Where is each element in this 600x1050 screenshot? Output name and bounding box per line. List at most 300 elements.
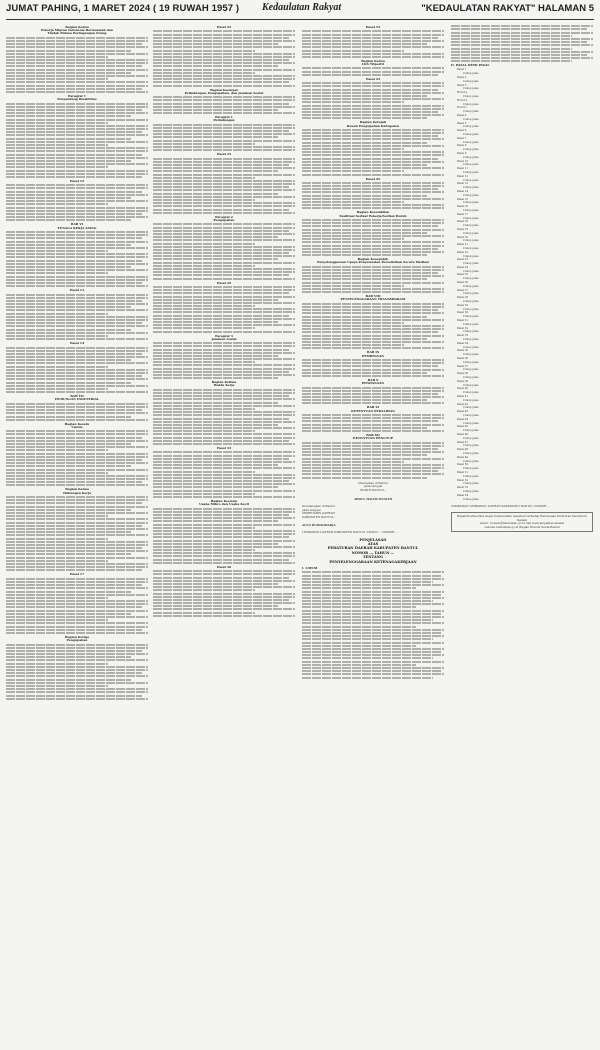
text-line (6, 600, 148, 602)
text-line (153, 255, 295, 257)
text-line (302, 43, 427, 45)
text-line (6, 525, 142, 527)
article-note: Cukup jelas. (463, 186, 480, 190)
text-line (6, 541, 148, 543)
text-line (302, 164, 427, 166)
text-line (153, 30, 295, 32)
text-line (153, 368, 295, 370)
article-label: Pasal 40 (457, 387, 469, 391)
text-line (153, 170, 278, 172)
text-line (6, 50, 131, 52)
section-heading: Pasal 45 (365, 176, 381, 181)
text-line (153, 212, 295, 214)
text-line (153, 455, 295, 457)
text-line (451, 48, 572, 50)
article-note: Cukup jelas. (463, 284, 480, 288)
article-note: Cukup jelas. (463, 133, 480, 136)
text-line (6, 362, 148, 364)
text-line (153, 490, 295, 492)
text-line (153, 471, 255, 473)
text-line (153, 402, 278, 404)
text-line (302, 161, 444, 163)
text-line (302, 188, 438, 190)
article-label: Pasal 12 (457, 174, 469, 178)
text-line (6, 550, 148, 552)
article-note: Cukup jelas. (463, 262, 480, 266)
section-heading: Bagian Kedua Pekerja Migran Indonesia Bermasalah dan Tindak Pidana Perdagangan Orang (41, 25, 113, 36)
text-line (6, 103, 148, 105)
text-line (153, 608, 295, 610)
text-line (153, 530, 295, 532)
text-line (153, 424, 278, 426)
text-line (302, 670, 441, 672)
text-line (153, 508, 295, 510)
text-line (6, 691, 148, 693)
text-line (153, 252, 289, 254)
text-line (6, 459, 142, 461)
text-line (302, 154, 444, 156)
text-line (302, 454, 427, 456)
text-line (153, 209, 289, 211)
text-line (6, 653, 148, 655)
text-line (153, 458, 289, 460)
text-line (302, 648, 444, 650)
text-line (6, 682, 148, 684)
text-line (6, 297, 148, 299)
text-line (153, 405, 295, 407)
text-line (153, 514, 289, 516)
article-note: Cukup jelas. (463, 474, 480, 478)
text-line (302, 331, 438, 333)
text-line (302, 335, 444, 337)
section-heading: Bagian Keenam Usaha Mikro dan Usaha Kecil (199, 499, 249, 507)
supplement-line: TAMBAHAN LEMBARAN DAERAH KABUPATEN BANTUL NOMOR ... (451, 503, 550, 508)
text-line (302, 575, 441, 577)
text-line (6, 187, 148, 189)
article-label: Pasal 16 (457, 205, 469, 209)
text-line (6, 85, 148, 87)
text-line (302, 129, 444, 131)
article-label: Pasal 49 (457, 455, 469, 459)
text-line (302, 442, 444, 444)
text-line (153, 511, 295, 513)
text-line (153, 461, 295, 463)
text-line (153, 193, 278, 195)
text-line (153, 243, 255, 245)
text-line (6, 659, 148, 661)
article-note: Cukup jelas. (463, 201, 480, 205)
text-line (153, 342, 295, 344)
text-line (153, 605, 278, 607)
masthead-logo: Kedaulatan Rakyat (262, 2, 342, 13)
article-label: Huruf b (457, 98, 468, 102)
text-line (153, 345, 295, 347)
text-line (302, 613, 441, 615)
text-line (302, 319, 444, 321)
text-line (302, 338, 427, 340)
text-line (6, 499, 148, 501)
issue-date: JUMAT PAHING, 1 MARET 2024 ( 19 RUWAH 1957 ) (6, 3, 240, 14)
text-line (302, 46, 444, 48)
text-line (6, 675, 148, 677)
text-line (302, 341, 444, 343)
section-heading: BAB XI KETENTUAN PERALIHAN (351, 405, 395, 413)
text-line (302, 98, 444, 100)
text-line (6, 91, 148, 93)
article-list (451, 68, 593, 500)
article-label: Huruf a (457, 91, 468, 95)
text-line (6, 106, 148, 108)
text-line (302, 207, 444, 209)
text-line (153, 546, 295, 548)
article-note: Cukup jelas. (463, 102, 480, 106)
text-line (153, 318, 295, 320)
text-line (6, 518, 148, 520)
text-line (302, 37, 438, 39)
text-line (451, 25, 593, 27)
text-line (6, 456, 148, 458)
text-line (302, 85, 444, 87)
text-line (153, 223, 295, 225)
text-line (6, 469, 148, 471)
article-note: Cukup jelas. (463, 322, 480, 326)
text-line (302, 477, 427, 479)
article-label: Pasal 27 (457, 288, 469, 292)
text-line (6, 115, 131, 117)
text-line (6, 72, 131, 74)
text-line (153, 589, 255, 591)
text-line (6, 194, 148, 196)
text-line (302, 135, 438, 137)
text-line (6, 303, 148, 305)
text-line (153, 96, 295, 98)
text-line (153, 520, 278, 522)
text-line (302, 222, 444, 224)
section-heading: Pasal 13 (69, 288, 85, 293)
text-line (153, 34, 295, 36)
text-line (6, 134, 148, 136)
text-line (6, 272, 108, 274)
text-line (302, 402, 444, 404)
text-line (6, 433, 148, 435)
article-note: Cukup jelas. (463, 467, 480, 471)
text-line (153, 615, 295, 617)
article-note: Cukup jelas. (463, 208, 480, 212)
article-label: Pasal 22 (457, 250, 469, 254)
article-note: Cukup jelas. (463, 72, 480, 76)
text-line (153, 227, 295, 229)
section-heading: Pasal 43 (365, 76, 381, 81)
text-line (6, 584, 142, 586)
text-line (153, 183, 295, 185)
text-line (153, 536, 289, 538)
text-line (6, 59, 148, 61)
text-line (153, 246, 295, 248)
article-note: Cukup jelas. (463, 95, 480, 99)
article-label: Pasal 26 (457, 281, 469, 285)
text-line (6, 147, 148, 149)
text-line (153, 205, 295, 207)
text-line (302, 417, 444, 419)
text-line (6, 266, 131, 268)
text-line (153, 583, 278, 585)
text-line (153, 72, 255, 74)
text-line (302, 132, 444, 134)
text-line (6, 403, 148, 405)
text-line (302, 673, 444, 675)
text-line (153, 517, 295, 519)
text-line (6, 53, 148, 55)
column-4 (451, 24, 593, 532)
text-line (302, 616, 444, 618)
enactment-block: Ditetapkan di Bantul pada tanggal BUPATI BANTUL, (358, 480, 388, 492)
article-label: Pasal 20 (457, 235, 469, 239)
text-line (153, 580, 295, 582)
article-note: Cukup jelas. (463, 307, 480, 311)
text-line (153, 43, 278, 45)
article-label: Pasal 48 (457, 448, 469, 452)
article-note: Cukup jelas. (463, 246, 480, 250)
text-line (302, 619, 433, 621)
article-label: Pasal 25 (457, 273, 469, 277)
text-line (153, 46, 295, 48)
section-heading: Pasal 14 (69, 341, 85, 346)
text-line (6, 412, 148, 414)
text-line (153, 164, 289, 166)
text-line (153, 133, 295, 135)
article-label: Pasal 17 (457, 212, 469, 216)
secretary-name: AGUS BUDIRAHARJA (302, 523, 336, 528)
text-line (153, 202, 295, 204)
text-line (6, 329, 131, 331)
text-line (6, 319, 148, 321)
text-line (6, 81, 148, 83)
text-line (302, 344, 404, 346)
section-heading: Pasal 36 (216, 564, 232, 569)
text-line (6, 597, 108, 599)
text-line (153, 180, 295, 182)
text-line (6, 472, 108, 474)
text-line (153, 433, 295, 435)
text-line (6, 173, 148, 175)
text-line (6, 128, 148, 130)
text-line (153, 189, 295, 191)
text-line (6, 300, 142, 302)
text-line (302, 414, 444, 416)
article-label: Pasal 3 (457, 83, 467, 87)
text-line (6, 522, 148, 524)
text-line (302, 40, 444, 42)
text-line (153, 65, 278, 67)
text-line (153, 527, 255, 529)
article-label: Pasal 45 (457, 425, 469, 429)
text-line (153, 570, 295, 572)
text-line (302, 167, 444, 169)
text-line (6, 112, 148, 114)
text-line (302, 654, 444, 656)
text-line (153, 411, 295, 413)
article-label: Pasal 53 (457, 486, 469, 490)
article-label: Pasal 8 (457, 144, 467, 148)
text-line (6, 65, 142, 67)
article-label: Pasal 14 (457, 189, 469, 193)
text-line (302, 396, 444, 398)
text-line (302, 597, 444, 599)
text-line (6, 294, 148, 296)
text-line (302, 92, 444, 94)
article-label: Pasal 11 (457, 167, 469, 171)
article-label: Pasal 54 (457, 493, 469, 497)
text-line (302, 461, 404, 463)
text-line (153, 540, 295, 542)
text-line (6, 332, 148, 334)
text-line (6, 484, 148, 486)
text-line (302, 587, 416, 589)
article-note: Cukup jelas. (463, 163, 480, 167)
text-line (6, 647, 148, 649)
text-line (302, 198, 444, 200)
section-heading: Paragraf 1 Penyandang Disabilitas (57, 93, 97, 102)
text-line (6, 534, 148, 536)
text-line (302, 635, 444, 637)
article-note: Cukup jelas. (463, 360, 480, 364)
section-heading: BAB VII HUBUNGAN INDUSTRIAL (54, 394, 100, 402)
text-line (6, 150, 148, 152)
text-line (153, 136, 278, 138)
text-line (302, 278, 427, 280)
text-line (302, 101, 404, 103)
article-note: Cukup jelas. (463, 216, 480, 220)
text-line (153, 464, 278, 466)
public-input-notice: Bapak/Ibu/Saudara dapat memberikan masukan terhadap Rancangan Peraturan Daerah ini melalui email : hukum@bantulkab.go.id dan menyampaikan alamat website bantulkab.go.id Bagian Hukum Setda Bantul (451, 512, 593, 532)
text-line (153, 358, 295, 360)
text-line (153, 99, 295, 101)
article-label: Pasal 6 (457, 129, 467, 133)
text-line (302, 105, 444, 107)
text-line (6, 695, 142, 697)
text-line (6, 578, 148, 580)
article-note: Cukup jelas. (463, 413, 480, 417)
article-note: Cukup jelas. (463, 224, 480, 228)
text-line (153, 315, 289, 317)
text-line (6, 446, 148, 448)
text-line (6, 40, 148, 42)
article-note: Cukup jelas. (463, 436, 480, 440)
text-line (153, 586, 295, 588)
article-label: Pasal 52 (457, 478, 469, 482)
text-line (302, 108, 444, 110)
text-line (302, 390, 444, 392)
text-line (6, 338, 148, 340)
text-line (153, 408, 255, 410)
text-line (6, 184, 148, 186)
article-label: Pasal 44 (457, 417, 469, 421)
text-line (153, 292, 289, 294)
text-line (6, 679, 131, 681)
article-label: Pasal 2 (457, 76, 467, 80)
text-line (302, 272, 438, 274)
article-label: Pasal 4 (457, 114, 467, 118)
text-line (153, 56, 295, 58)
text-line (6, 581, 148, 583)
text-line (6, 269, 148, 271)
text-line (302, 111, 438, 113)
text-line (451, 41, 587, 43)
text-line (6, 453, 148, 455)
text-line (302, 661, 444, 663)
article-label: Pasal 29 (457, 303, 469, 307)
text-line (302, 50, 404, 52)
article-note: Cukup jelas. (463, 368, 480, 372)
text-line (6, 563, 148, 565)
text-line (6, 591, 131, 593)
text-line (302, 34, 444, 36)
text-line (6, 644, 148, 646)
text-line (302, 375, 444, 377)
article-note: Cukup jelas. (463, 353, 480, 357)
text-line (302, 365, 438, 367)
text-line (153, 364, 295, 366)
text-line (153, 552, 295, 554)
text-line (153, 69, 295, 71)
text-line (302, 571, 444, 573)
text-line (6, 347, 148, 349)
text-line (302, 458, 444, 460)
text-line (302, 312, 444, 314)
text-line (153, 62, 295, 64)
article-note: Cukup jelas. (463, 79, 480, 83)
text-line (302, 667, 444, 669)
text-line (153, 493, 255, 495)
text-line (302, 325, 444, 327)
section-heading: Pasal 53 (365, 25, 381, 29)
article-note: Cukup jelas. (463, 125, 480, 129)
text-line (6, 219, 131, 221)
text-line (6, 669, 148, 671)
text-line (6, 69, 148, 71)
text-line (6, 56, 108, 58)
text-line (6, 443, 131, 445)
text-line (6, 496, 148, 498)
text-line (302, 591, 444, 593)
article-note: Cukup jelas. (463, 231, 480, 235)
article-label: Huruf c (457, 106, 468, 110)
text-line (153, 186, 289, 188)
text-line (302, 347, 444, 349)
text-line (302, 322, 404, 324)
article-note: Cukup jelas. (463, 110, 480, 114)
text-line (153, 352, 295, 354)
text-line (302, 117, 427, 119)
text-line (302, 651, 441, 653)
text-line (302, 138, 444, 140)
text-line (302, 393, 438, 395)
text-line (302, 89, 438, 91)
text-line (6, 594, 148, 596)
text-line (6, 663, 108, 665)
text-line (153, 355, 278, 357)
text-line (153, 286, 295, 288)
text-line (153, 496, 295, 498)
text-line (6, 276, 148, 278)
text-line (153, 40, 295, 42)
article-label: Pasal 51 (457, 470, 469, 474)
text-line (153, 149, 295, 151)
section-heading: Bagian Keempat Pelindungan, Pengupahan, dan Jaminan Sosial (184, 87, 264, 95)
article-note: Cukup jelas. (463, 315, 480, 319)
text-line (6, 350, 148, 352)
section-heading: Bagian Kedua LKS Tripartit (361, 58, 385, 67)
